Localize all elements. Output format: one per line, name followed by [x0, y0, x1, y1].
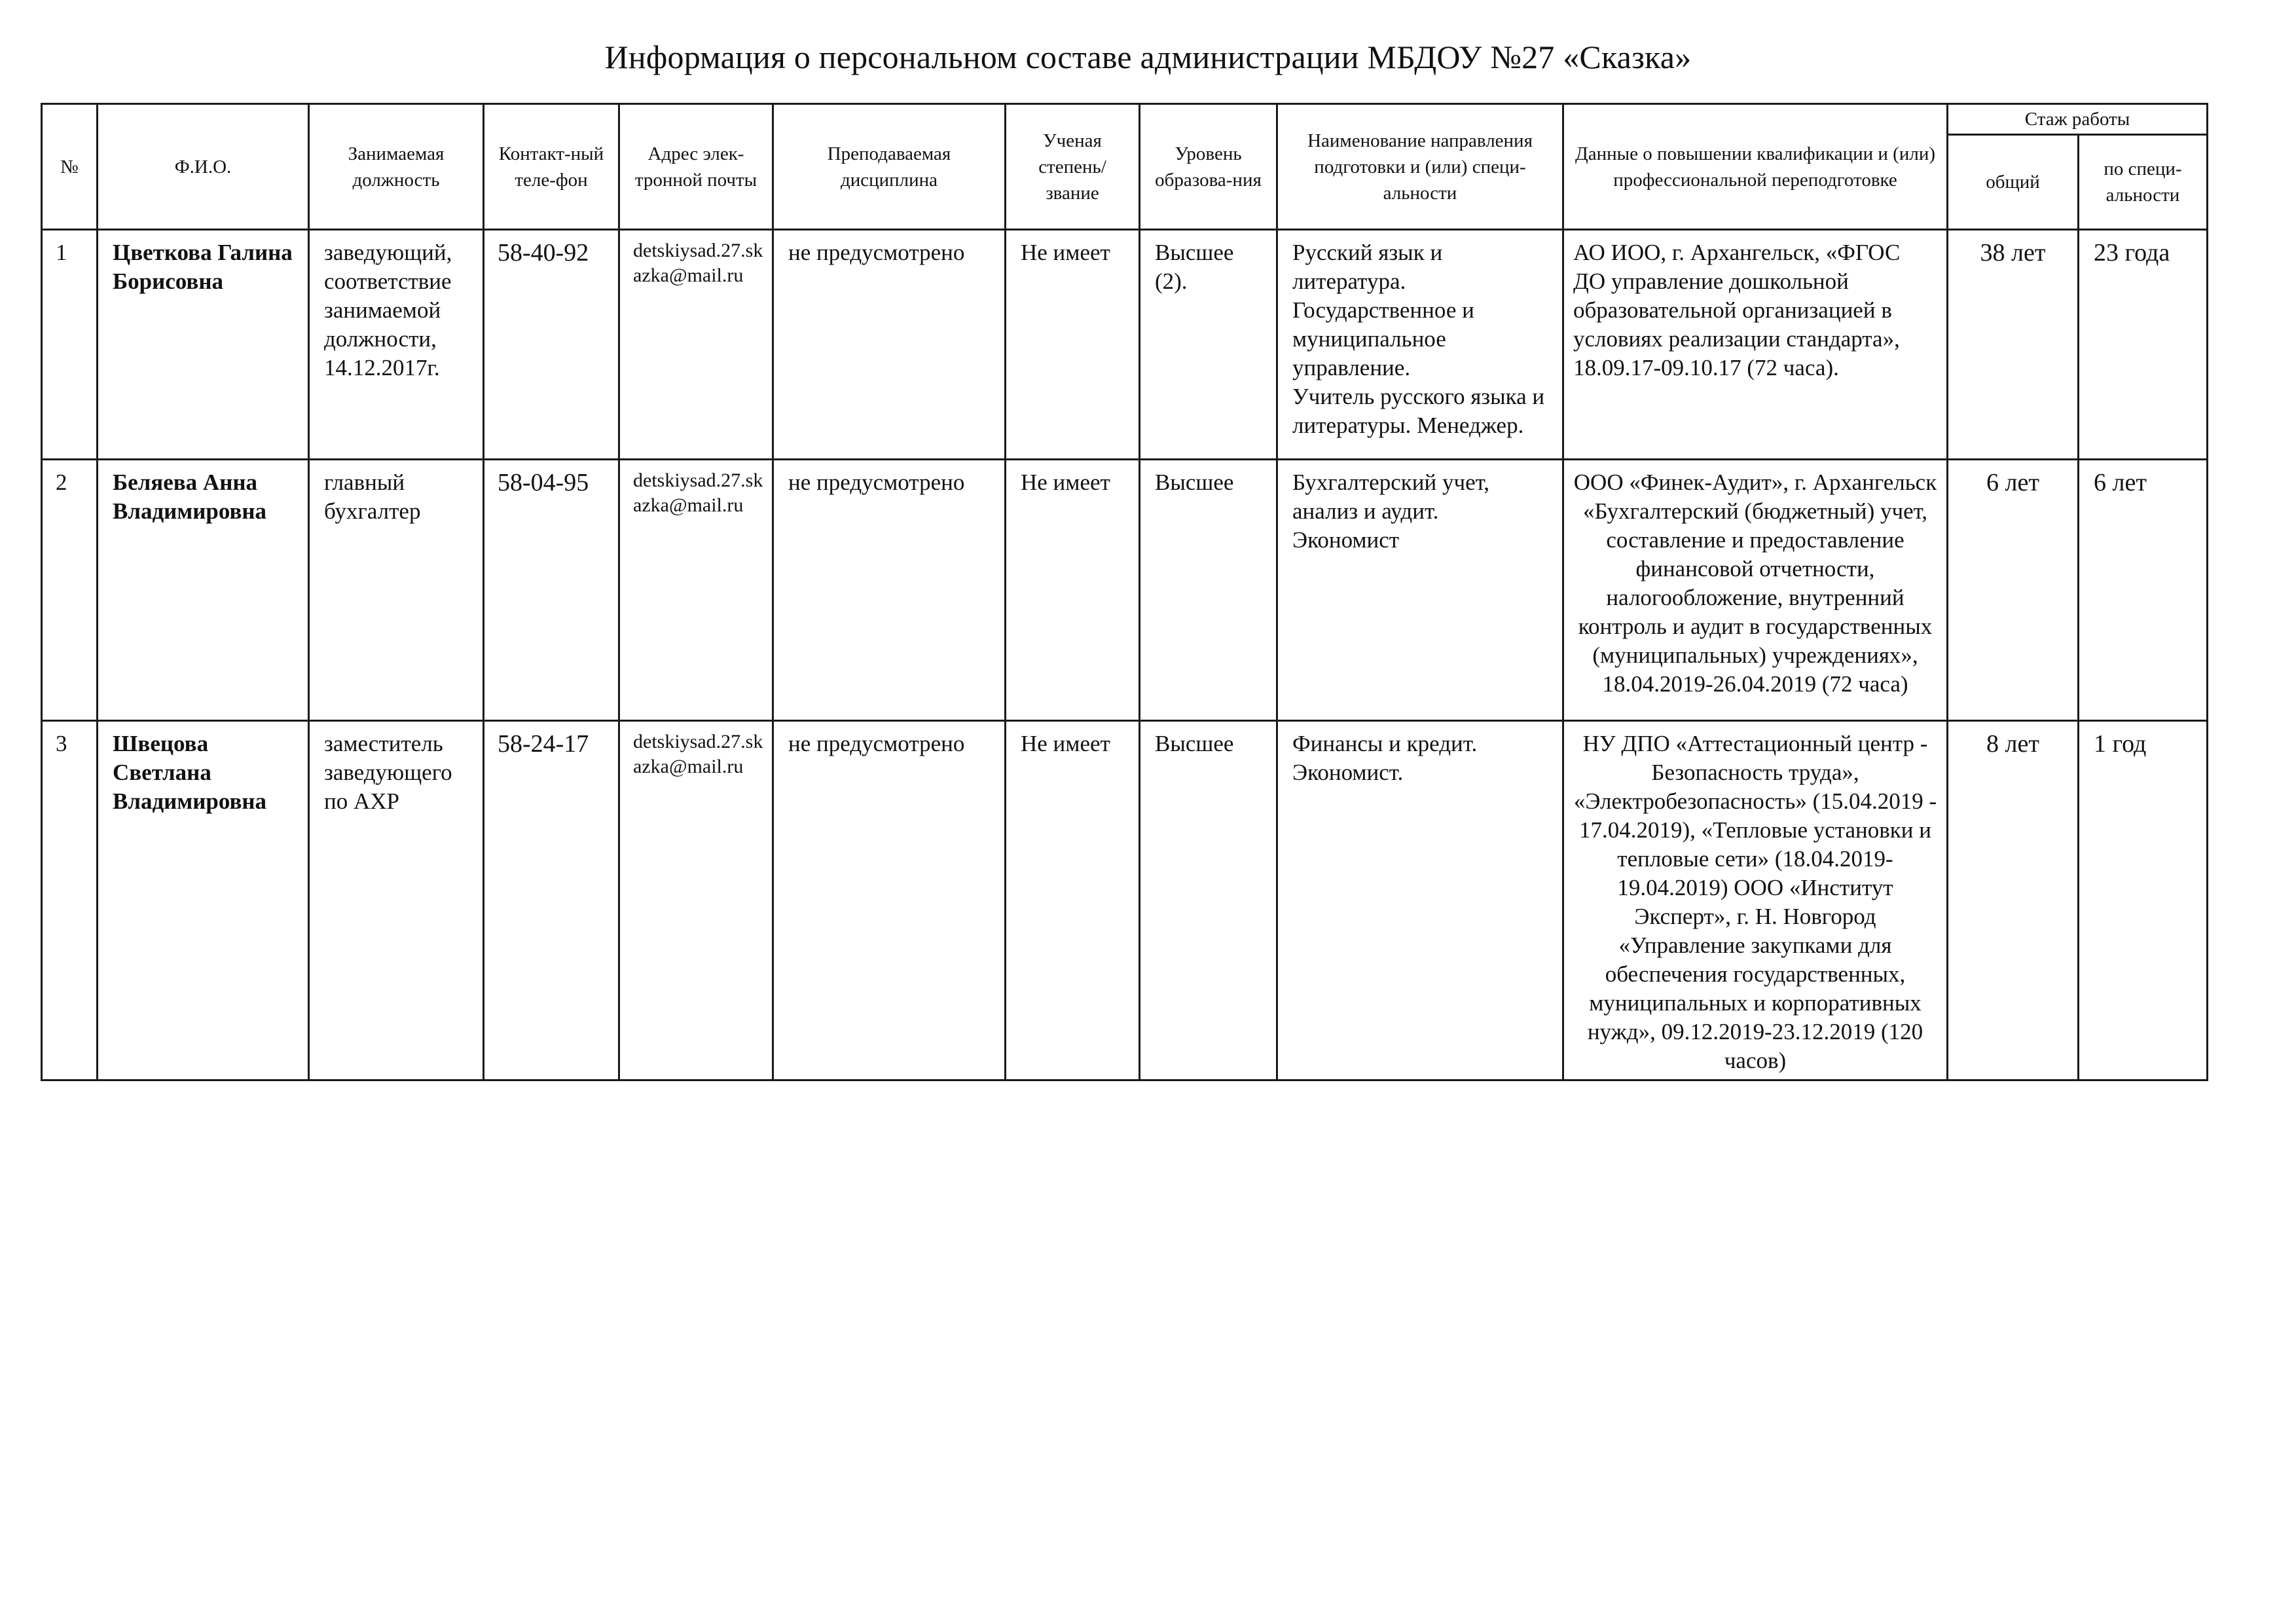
row-email: detskiysad.27.skazka@mail.ru — [619, 460, 773, 721]
row-specialty — [1277, 230, 1563, 460]
row-specialty — [1277, 460, 1563, 721]
row-degree: Не имеет — [1006, 460, 1140, 721]
specialty-line: Экономист — [1292, 527, 1400, 553]
header-specialty: Наименование направления подготовки и (или) специ-альности — [1277, 104, 1563, 230]
row-num: 3 — [42, 721, 98, 1080]
specialty-line: Русский язык и литература. — [1292, 240, 1443, 294]
row-experience-total: 38 лет — [1948, 230, 2079, 460]
header-education: Уровень образова-ния — [1140, 104, 1277, 230]
row-phone: 58-24-17 — [484, 721, 619, 1080]
row-experience-total: 8 лет — [1948, 721, 2079, 1080]
row-email: detskiysad.27.skazka@mail.ru — [619, 230, 773, 460]
row-experience-total: 6 лет — [1948, 460, 2079, 721]
row-position: заведующий, соответствие занимаемой должности, 14.12.2017г. — [309, 230, 484, 460]
row-fio: Цветкова Галина Борисовна — [98, 230, 309, 460]
row-position: заместитель заведующего по АХР — [309, 721, 484, 1080]
header-phone: Контакт-ный теле-фон — [484, 104, 619, 230]
row-discipline: не предусмотрено — [773, 230, 1006, 460]
header-num: № — [42, 104, 98, 230]
table-row — [42, 230, 2208, 460]
row-education: Высшее — [1140, 721, 1277, 1080]
row-num: 1 — [42, 230, 98, 460]
header-experience: Стаж работы — [1948, 104, 2208, 135]
row-education: Высшее (2). — [1140, 230, 1277, 460]
header-experience-special: по специ-альности — [2079, 135, 2208, 230]
row-qualification: АО ИОО, г. Архангельск, «ФГОС ДО управление дошкольной образовательной организацией в условиях реализации стандарта», 18.09.17-09.10.17 (72 часа). — [1563, 230, 1948, 460]
header-experience-total: общий — [1948, 135, 2079, 230]
specialty-line: Финансы и кредит. — [1292, 731, 1478, 756]
row-email: detskiysad.27.skazka@mail.ru — [619, 721, 773, 1080]
row-discipline: не предусмотрено — [773, 460, 1006, 721]
row-phone: 58-04-95 — [484, 460, 619, 721]
specialty-line: Бухгалтерский учет, анализ и аудит. — [1292, 470, 1490, 524]
row-specialty — [1277, 721, 1563, 1080]
row-phone: 58-40-92 — [484, 230, 619, 460]
specialty-line: Учитель русского языка и литературы. Менеджер. — [1292, 384, 1545, 438]
header-discipline: Преподаваемая дисциплина — [773, 104, 1006, 230]
specialty-line: Государственное и муниципальное управление. — [1292, 297, 1474, 380]
header-qualification: Данные о повышении квалификации и (или) профессиональной переподготовке — [1563, 104, 1948, 230]
header-position: Занимаемая должность — [309, 104, 484, 230]
row-qualification: НУ ДПО «Аттестационный центр - Безопасность труда», «Электробезопасность» (15.04.2019 - 17.04.2019), «Тепловые установки и тепловые сети» (18.04.2019-19.04.2019) ООО «Институт Эксперт», г. Н. Новгород «Управление закупками для обеспечения государственных, муниципальных и корпоративных нужд», 09.12.2019-23.12.2019 (120 часов) — [1563, 721, 1948, 1080]
row-experience-special: 6 лет — [2079, 460, 2208, 721]
header-degree: Ученая степень/ звание — [1006, 104, 1140, 230]
row-num: 2 — [42, 460, 98, 721]
row-discipline: не предусмотрено — [773, 721, 1006, 1080]
row-experience-special: 1 год — [2079, 721, 2208, 1080]
row-experience-special: 23 года — [2079, 230, 2208, 460]
staff-table — [41, 103, 2208, 1081]
specialty-line: Экономист. — [1292, 760, 1404, 785]
table-row — [42, 721, 2208, 1080]
page-title: Информация о персональном составе администрации МБДОУ №27 «Сказка» — [604, 39, 1692, 75]
header-fio: Ф.И.О. — [98, 104, 309, 230]
row-degree: Не имеет — [1006, 230, 1140, 460]
header-row — [42, 104, 2208, 135]
row-qualification: ООО «Финек-Аудит», г. Архангельск «Бухгалтерский (бюджетный) учет, составление и предоставление финансовой отчетности, налогообложение, внутренний контроль и аудит в государственных (муниципальных) учреждениях», 18.04.2019-26.04.2019 (72 часа) — [1563, 460, 1948, 721]
table-row — [42, 460, 2208, 721]
row-fio: Швецова Светлана Владимировна — [98, 721, 309, 1080]
row-education: Высшее — [1140, 460, 1277, 721]
row-position: главный бухгалтер — [309, 460, 484, 721]
row-degree: Не имеет — [1006, 721, 1140, 1080]
header-email: Адрес элек-тронной почты — [619, 104, 773, 230]
row-fio: Беляева Анна Владимировна — [98, 460, 309, 721]
